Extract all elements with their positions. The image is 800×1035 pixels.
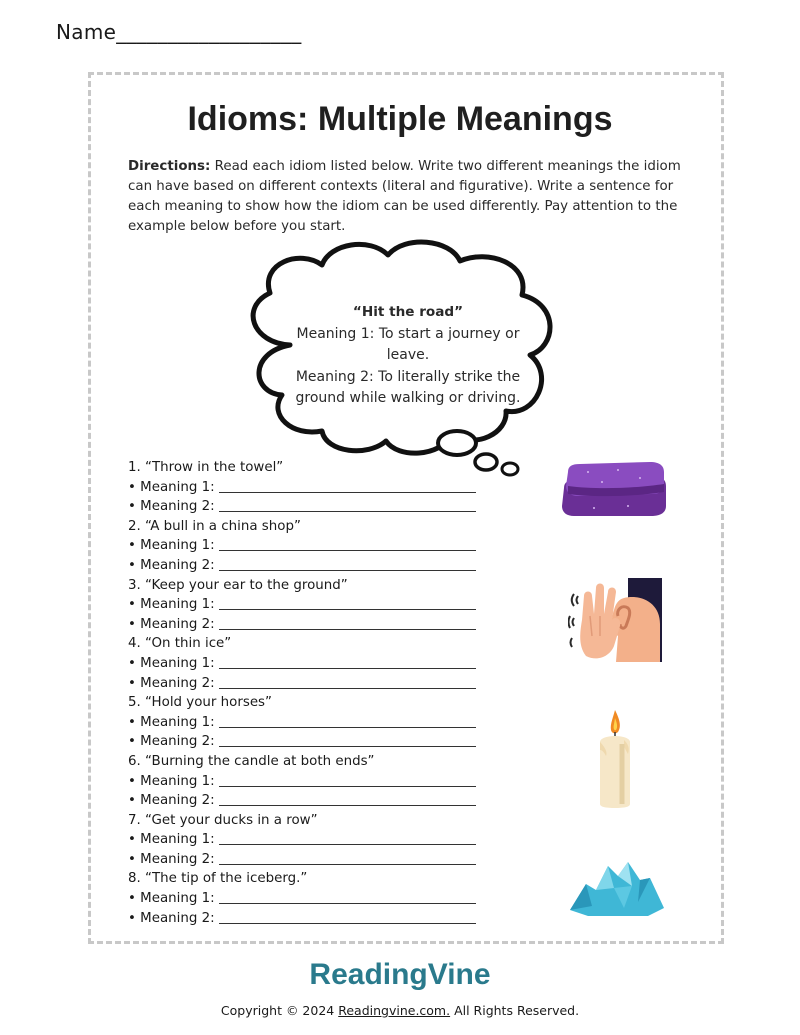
meaning-label: • Meaning 1: — [128, 714, 215, 730]
meaning-label: • Meaning 2: — [128, 499, 215, 515]
meaning-label: • Meaning 2: — [128, 851, 215, 867]
meaning-1-row — [128, 478, 488, 498]
meaning-label: • Meaning 2: — [128, 616, 215, 632]
meaning-1-row — [128, 595, 488, 615]
meaning-1-row — [128, 889, 488, 909]
meaning-1-row — [128, 654, 488, 674]
answer-line[interactable] — [219, 864, 476, 865]
idiom-title: 6. “Burning the candle at both ends” — [128, 753, 375, 769]
meaning-label: • Meaning 2: — [128, 734, 215, 750]
answer-line[interactable] — [219, 609, 476, 610]
answer-line[interactable] — [219, 550, 476, 551]
directions-label: Directions: — [128, 159, 211, 174]
answer-line[interactable] — [219, 668, 476, 669]
idiom-title: 8. “The tip of the iceberg.” — [128, 871, 308, 887]
meaning-1-row — [128, 772, 488, 792]
name-field[interactable]: Name__________________ — [56, 20, 302, 44]
page-title: Idioms: Multiple Meanings — [187, 100, 613, 138]
meaning-2-row — [128, 497, 488, 517]
idiom-title: 7. “Get your ducks in a row” — [128, 812, 318, 828]
answer-line[interactable] — [219, 570, 476, 571]
answer-line[interactable] — [219, 844, 476, 845]
idiom-title: 3. “Keep your ear to the ground” — [128, 577, 348, 593]
idiom-title: 2. “A bull in a china shop” — [128, 518, 301, 534]
answer-line[interactable] — [219, 629, 476, 630]
meaning-label: • Meaning 1: — [128, 479, 215, 495]
meaning-label: • Meaning 1: — [128, 655, 215, 671]
example-box — [282, 302, 534, 410]
meaning-2-row — [128, 909, 488, 929]
meaning-label: • Meaning 1: — [128, 773, 215, 789]
meaning-1-row — [128, 830, 488, 850]
meaning-label: • Meaning 1: — [128, 832, 215, 848]
example-meaning-2: Meaning 2: To literally strike the ground while walking or driving. — [295, 368, 521, 406]
meaning-2-row — [128, 732, 488, 752]
meaning-2-row — [128, 850, 488, 870]
answer-line[interactable] — [219, 688, 476, 689]
example-meaning-1: Meaning 1: To start a journey or leave. — [296, 325, 520, 363]
iceberg-illustration — [568, 858, 666, 918]
copyright — [0, 1003, 800, 1018]
meaning-label: • Meaning 2: — [128, 793, 215, 809]
copyright-prefix: Copyright © 2024 — [220, 1003, 339, 1018]
answer-line[interactable] — [219, 511, 476, 512]
ear-listening-illustration — [568, 576, 662, 662]
meaning-2-row — [128, 791, 488, 811]
example-idiom: “Hit the road” — [352, 304, 464, 320]
meaning-2-row — [128, 615, 488, 635]
answer-line[interactable] — [219, 923, 476, 924]
answer-line[interactable] — [219, 903, 476, 904]
idiom-title: 5. “Hold your horses” — [128, 695, 272, 711]
meaning-label: • Meaning 1: — [128, 597, 215, 613]
site-link[interactable]: Readingvine.com. — [338, 1003, 451, 1018]
answer-line[interactable] — [219, 492, 476, 493]
meaning-1-row — [128, 536, 488, 556]
idiom-title: 4. “On thin ice” — [128, 636, 232, 652]
answer-line[interactable] — [219, 727, 476, 728]
meaning-label: • Meaning 1: — [128, 538, 215, 554]
idiom-list — [128, 458, 488, 928]
answer-line[interactable] — [219, 746, 476, 747]
meaning-label: • Meaning 2: — [128, 910, 215, 926]
directions — [128, 157, 693, 237]
answer-line[interactable] — [219, 805, 476, 806]
candle-illustration — [594, 708, 636, 808]
meaning-label: • Meaning 2: — [128, 675, 215, 691]
meaning-2-row — [128, 556, 488, 576]
readingvine-logo: ReadingVine — [309, 958, 491, 991]
towel-illustration — [558, 458, 670, 520]
meaning-1-row — [128, 713, 488, 733]
answer-line[interactable] — [219, 786, 476, 787]
directions-text: Read each idiom listed below. Write two different meanings the idiom can have based on different contexts (literal and figurative). Write a sentence for each meaning to show how the idiom can be used differently. Pay attention to the example below before you start. — [128, 159, 681, 234]
copyright-suffix: All Rights Reserved. — [450, 1003, 580, 1018]
meaning-2-row — [128, 674, 488, 694]
idiom-title: 1. “Throw in the towel” — [128, 460, 284, 475]
meaning-label: • Meaning 2: — [128, 557, 215, 573]
meaning-label: • Meaning 1: — [128, 891, 215, 907]
